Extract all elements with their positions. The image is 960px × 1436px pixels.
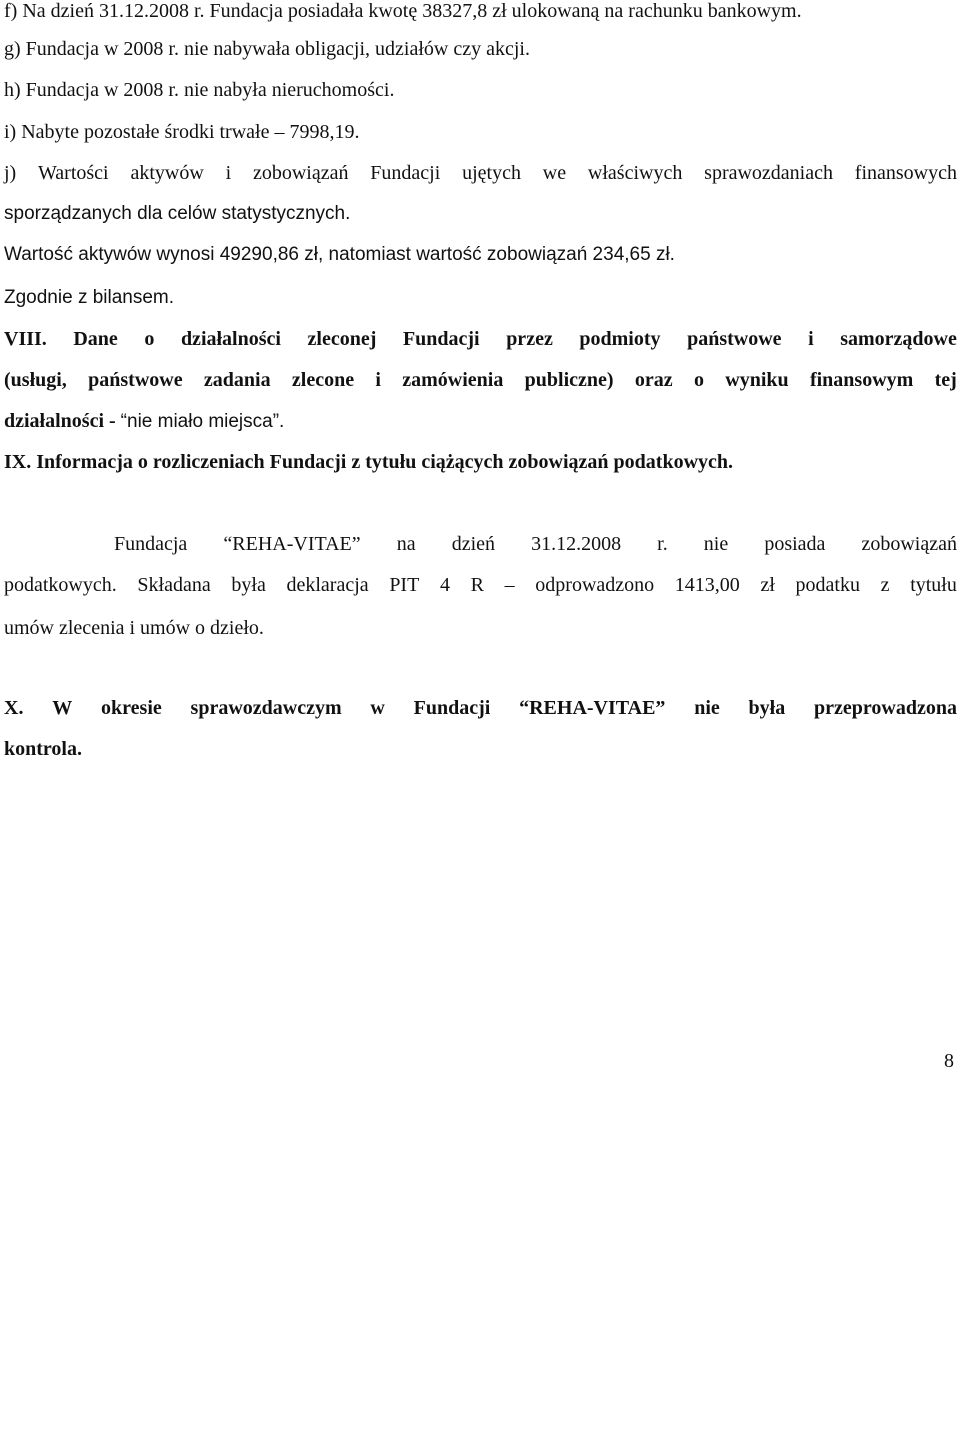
word: na	[396, 533, 416, 555]
word: j)	[4, 162, 17, 184]
section-8-line2	[4, 368, 957, 392]
word: o	[693, 369, 704, 391]
word: podatkowych.	[4, 574, 117, 596]
word: zamówienia	[402, 369, 504, 391]
word: finansowych	[854, 162, 957, 184]
word: Wartości	[38, 162, 109, 184]
word: i	[808, 328, 814, 350]
section-9-para-line2	[4, 573, 957, 597]
assets-value-line: Wartość aktywów wynosi 49290,86 zł, natomiast wartość zobowiązań 234,65 zł.	[4, 244, 675, 265]
item-h: h) Fundacja w 2008 r. nie nabyła nieruchomości.	[4, 79, 395, 101]
word: dzień	[451, 533, 495, 555]
word: oraz	[634, 369, 673, 391]
balance-note: Zgodnie z bilansem.	[4, 287, 175, 308]
word: deklaracja	[286, 574, 369, 596]
word: przez	[506, 328, 553, 350]
section-8-line3-normal: “nie miało miejsca”.	[120, 411, 285, 432]
word: właściwych	[587, 162, 683, 184]
word: o	[144, 328, 155, 350]
word: wyniku	[725, 369, 789, 391]
item-g: g) Fundacja w 2008 r. nie nabywała obligacji, udziałów czy akcji.	[4, 38, 530, 60]
word: zobowiązań	[861, 533, 957, 555]
word: działalności	[180, 328, 281, 350]
word: przeprowadzona	[814, 697, 957, 719]
word: nie	[694, 697, 720, 719]
word: była	[231, 574, 266, 596]
word: 31.12.2008	[531, 533, 622, 555]
section-9-para-line3: umów zlecenia i umów o dzieło.	[4, 617, 264, 639]
word: nie	[703, 533, 729, 555]
word: R	[470, 574, 484, 596]
word: Fundacji	[370, 162, 441, 184]
word: Fundacja	[114, 533, 188, 555]
word: Fundacji	[402, 328, 480, 350]
section-9-para-line1	[114, 532, 957, 556]
word: w	[370, 697, 385, 719]
word: Dane	[73, 328, 118, 350]
section-8-line1	[4, 327, 957, 351]
word: zobowiązań	[252, 162, 349, 184]
word: państwowe	[687, 328, 782, 350]
word: podmioty	[579, 328, 661, 350]
word: tytułu	[910, 574, 957, 596]
word: VIII.	[4, 328, 47, 350]
word: “REHA-VITAE”	[519, 697, 666, 719]
word: finansowym	[809, 369, 914, 391]
word: –	[504, 574, 515, 596]
item-f: f) Na dzień 31.12.2008 r. Fundacja posiadała kwotę 38327,8 zł ulokowaną na rachunku bankowym.	[4, 0, 802, 22]
word: odprowadzono	[535, 574, 655, 596]
item-j-line1	[4, 161, 957, 185]
word: państwowe	[88, 369, 183, 391]
word: sprawozdaniach	[704, 162, 833, 184]
section-9-title: IX. Informacja o rozliczeniach Fundacji z tytułu ciążących zobowiązań podatkowych.	[4, 451, 734, 473]
word: okresie	[101, 697, 162, 719]
word: X.	[4, 697, 24, 719]
word: podatku	[795, 574, 860, 596]
word: 1413,00	[674, 574, 740, 596]
item-j-line2: sporządzanych dla celów statystycznych.	[4, 203, 351, 224]
word: Fundacji	[413, 697, 491, 719]
word: samorządowe	[840, 328, 957, 350]
word: i	[225, 162, 232, 184]
word: 4	[439, 574, 450, 596]
section-8-line3	[4, 409, 957, 434]
section-8-line3-bold: działalności -	[4, 410, 121, 432]
word: zł	[760, 574, 775, 596]
word: ujętych	[462, 162, 521, 184]
word: posiada	[764, 533, 826, 555]
word: zlecone	[291, 369, 355, 391]
word: była	[748, 697, 786, 719]
word: zadania	[203, 369, 271, 391]
item-i: i) Nabyte pozostałe środki trwałe – 7998,19.	[4, 121, 360, 143]
word: Składana	[137, 574, 211, 596]
word: r.	[657, 533, 668, 555]
word: i	[375, 369, 381, 391]
word: (usługi,	[4, 369, 67, 391]
word: PIT	[389, 574, 420, 596]
word: publiczne)	[524, 369, 614, 391]
page-number: 8	[944, 1050, 954, 1072]
word: tej	[934, 369, 957, 391]
word: W	[52, 697, 73, 719]
section-10-line1	[4, 696, 957, 720]
word: we	[542, 162, 567, 184]
word: aktywów	[130, 162, 204, 184]
word: sprawozdawczym	[190, 697, 342, 719]
word: “REHA-VITAE”	[223, 533, 361, 555]
word: z	[880, 574, 890, 596]
section-10-line2: kontrola.	[4, 738, 82, 760]
word: zleconej	[307, 328, 377, 350]
